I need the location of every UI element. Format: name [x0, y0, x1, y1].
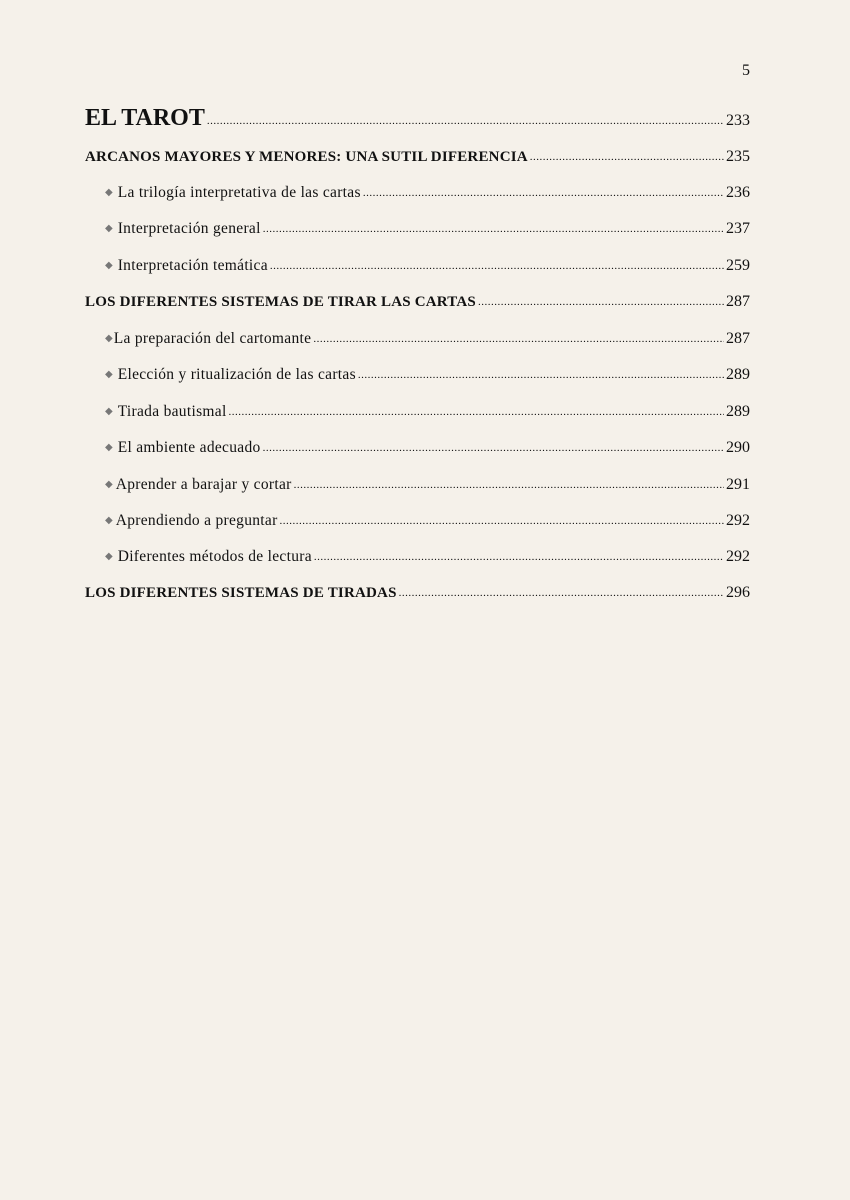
toc-entry-interpretacion-tematica[interactable] — [85, 257, 750, 275]
toc-entry-title: El ambiente adecuado — [117, 439, 261, 456]
toc-entry-trilogia[interactable] — [85, 184, 750, 202]
diamond-bullet-icon: ◆ — [105, 333, 113, 344]
dot-leader — [314, 551, 724, 563]
toc-entry-page: 287 — [726, 330, 750, 347]
toc-entry-title: LOS DIFERENTES SISTEMAS DE TIRADAS — [85, 585, 397, 601]
diamond-bullet-icon: ◆ — [105, 479, 113, 490]
diamond-bullet-icon: ◆ — [105, 223, 113, 234]
diamond-bullet-icon: ◆ — [105, 442, 113, 453]
page-number: 5 — [742, 62, 750, 79]
dot-leader — [530, 151, 724, 163]
toc-entry-title: EL TAROT — [85, 105, 205, 131]
diamond-bullet-icon: ◆ — [105, 187, 113, 198]
toc-entry-title: Interpretación temática — [117, 257, 268, 274]
dot-leader — [207, 115, 724, 127]
toc-entry-page: 236 — [726, 184, 750, 201]
toc-entry-title: ARCANOS MAYORES Y MENORES: UNA SUTIL DIFERENCIA — [85, 149, 528, 165]
toc-entry-page: 289 — [726, 403, 750, 420]
toc-entry-page: 233 — [726, 112, 750, 129]
toc-entry-tirada-bautismal[interactable] — [85, 403, 750, 421]
diamond-bullet-icon: ◆ — [105, 260, 113, 271]
toc-entry-sistemas-tirar[interactable] — [85, 293, 750, 311]
toc-entry-page: 259 — [726, 257, 750, 274]
toc-entry-eleccion[interactable] — [85, 366, 750, 384]
toc-entry-preparacion[interactable] — [85, 330, 750, 348]
dot-leader — [263, 223, 724, 235]
toc-entry-ambiente[interactable] — [85, 439, 750, 457]
toc-entry-page: 292 — [726, 512, 750, 529]
dot-leader — [229, 406, 724, 418]
toc-entry-page: 287 — [726, 293, 750, 310]
dot-leader — [263, 442, 724, 454]
toc-entry-title: La preparación del cartomante — [113, 330, 312, 347]
toc-entry-title: Diferentes métodos de lectura — [117, 548, 312, 565]
dot-leader — [478, 296, 724, 308]
dot-leader — [358, 369, 724, 381]
toc-entry-el-tarot[interactable] — [85, 105, 750, 132]
dot-leader — [270, 260, 724, 272]
diamond-bullet-icon: ◆ — [105, 406, 113, 417]
toc-entry-sistemas-tiradas[interactable] — [85, 584, 750, 602]
toc-entry-page: 291 — [726, 476, 750, 493]
toc-entry-page: 235 — [726, 148, 750, 165]
toc-entry-title: Elección y ritualización de las cartas — [117, 366, 356, 383]
toc-entry-barajar[interactable] — [85, 476, 750, 494]
dot-leader — [313, 333, 724, 345]
dot-leader — [363, 187, 724, 199]
toc-entry-page: 290 — [726, 439, 750, 456]
toc-entry-metodos-lectura[interactable] — [85, 548, 750, 566]
toc-entry-title: La trilogía interpretativa de las cartas — [117, 184, 361, 201]
dot-leader — [294, 479, 724, 491]
toc-entry-page: 292 — [726, 548, 750, 565]
diamond-bullet-icon: ◆ — [105, 551, 113, 562]
toc-entry-title: LOS DIFERENTES SISTEMAS DE TIRAR LAS CARTAS — [85, 294, 476, 310]
toc-entry-preguntar[interactable] — [85, 512, 750, 530]
toc-entry-title: Aprendiendo a preguntar — [115, 512, 278, 529]
toc-entry-title: Interpretación general — [117, 220, 261, 237]
diamond-bullet-icon: ◆ — [105, 515, 113, 526]
dot-leader — [399, 587, 724, 599]
diamond-bullet-icon: ◆ — [105, 369, 113, 380]
toc-entry-arcanos[interactable] — [85, 148, 750, 166]
toc-entry-interpretacion-general[interactable] — [85, 220, 750, 238]
toc-entry-page: 237 — [726, 220, 750, 237]
toc-entry-title: Tirada bautismal — [117, 403, 227, 420]
toc-entry-title: Aprender a barajar y cortar — [115, 476, 292, 493]
toc-entry-page: 296 — [726, 584, 750, 601]
toc-entry-page: 289 — [726, 366, 750, 383]
dot-leader — [280, 515, 724, 527]
